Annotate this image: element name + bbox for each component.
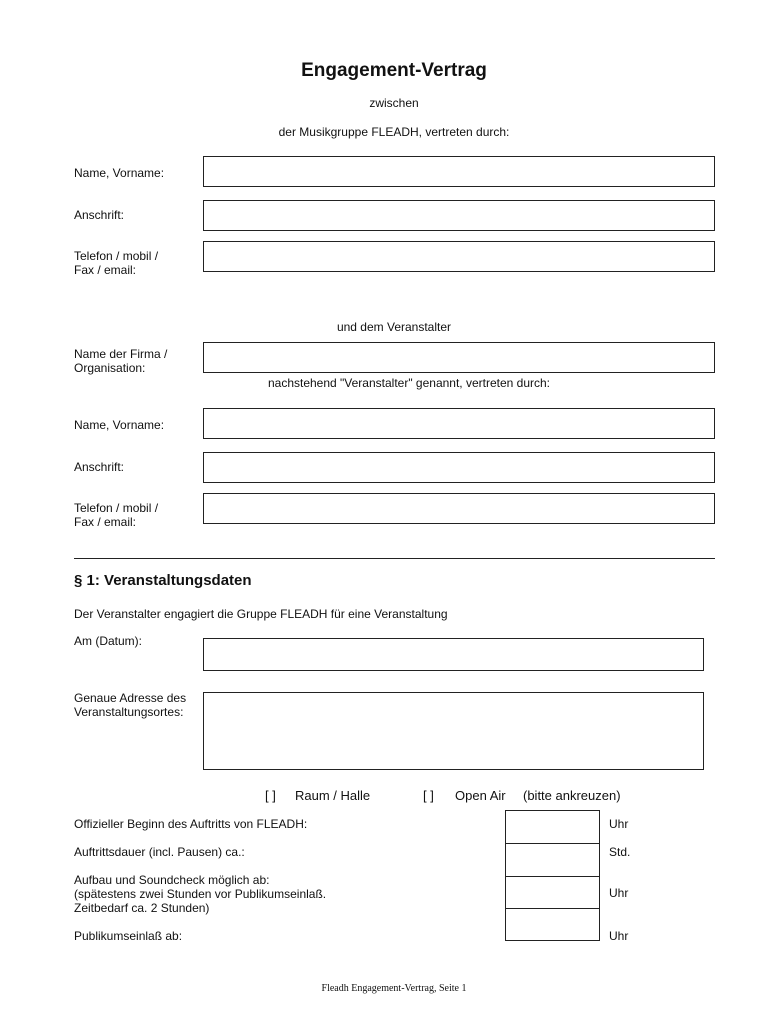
soundcheck-unit: Uhr	[609, 886, 629, 900]
room-option-label: Raum / Halle	[295, 788, 371, 803]
room-checkbox[interactable]: [ ]	[265, 788, 276, 803]
duration-field[interactable]	[505, 843, 600, 877]
admission-field[interactable]	[505, 908, 600, 941]
company-field[interactable]	[203, 342, 715, 373]
duration-label: Auftrittsdauer (incl. Pausen) ca.:	[74, 845, 245, 859]
page-footer: Fleadh Engagement-Vertrag, Seite 1	[321, 983, 467, 994]
band-address-label: Anschrift:	[74, 208, 125, 222]
document-title: Engagement-Vertrag	[301, 60, 487, 81]
company-label: Name der Firma / Organisation:	[74, 347, 168, 375]
venue-address-field[interactable]	[203, 692, 704, 770]
start-time-label: Offizieller Beginn des Auftritts von FLEADH:	[74, 817, 308, 831]
and-organizer-text: und dem Veranstalter	[336, 320, 452, 334]
organizer-contact-label: Telefon / mobil / Fax / email:	[74, 501, 159, 529]
admission-unit: Uhr	[609, 929, 629, 943]
soundcheck-field[interactable]	[505, 876, 600, 909]
band-contact-label: Telefon / mobil / Fax / email:	[74, 249, 159, 277]
section-divider	[74, 558, 715, 559]
date-label: Am (Datum):	[74, 634, 143, 648]
open-air-checkbox[interactable]: [ ]	[423, 788, 434, 803]
start-time-field[interactable]	[505, 810, 600, 844]
start-time-unit: Uhr	[609, 817, 629, 831]
admission-label: Publikumseinlaß ab:	[74, 929, 183, 943]
organizer-name-field[interactable]	[203, 408, 715, 439]
band-name-field[interactable]	[203, 156, 715, 187]
section1-heading: § 1: Veranstaltungsdaten	[74, 572, 252, 589]
duration-unit: Std.	[609, 845, 631, 859]
band-name-label: Name, Vorname:	[74, 166, 165, 180]
organizer-address-label: Anschrift:	[74, 460, 125, 474]
organizer-address-field[interactable]	[203, 452, 715, 483]
band-line: der Musikgruppe FLEADH, vertreten durch:	[278, 125, 510, 139]
band-address-field[interactable]	[203, 200, 715, 231]
section1-intro: Der Veranstalter engagiert die Gruppe FLEADH für eine Veranstaltung	[74, 607, 448, 621]
soundcheck-label: Aufbau und Soundcheck möglich ab: (spätestens zwei Stunden vor Publikumseinlaß. Zeitbedarf ca. 2 Stunden)	[74, 873, 327, 915]
checkbox-hint: (bitte ankreuzen)	[523, 788, 621, 803]
between-text: zwischen	[369, 96, 419, 110]
date-field[interactable]	[203, 638, 704, 671]
organizer-line: nachstehend "Veranstalter" genannt, vertreten durch:	[267, 376, 551, 390]
open-air-option-label: Open Air	[455, 788, 506, 803]
venue-label: Genaue Adresse des Veranstaltungsortes:	[74, 691, 187, 719]
band-contact-field[interactable]	[203, 241, 715, 272]
organizer-contact-field[interactable]	[203, 493, 715, 524]
organizer-name-label: Name, Vorname:	[74, 418, 165, 432]
